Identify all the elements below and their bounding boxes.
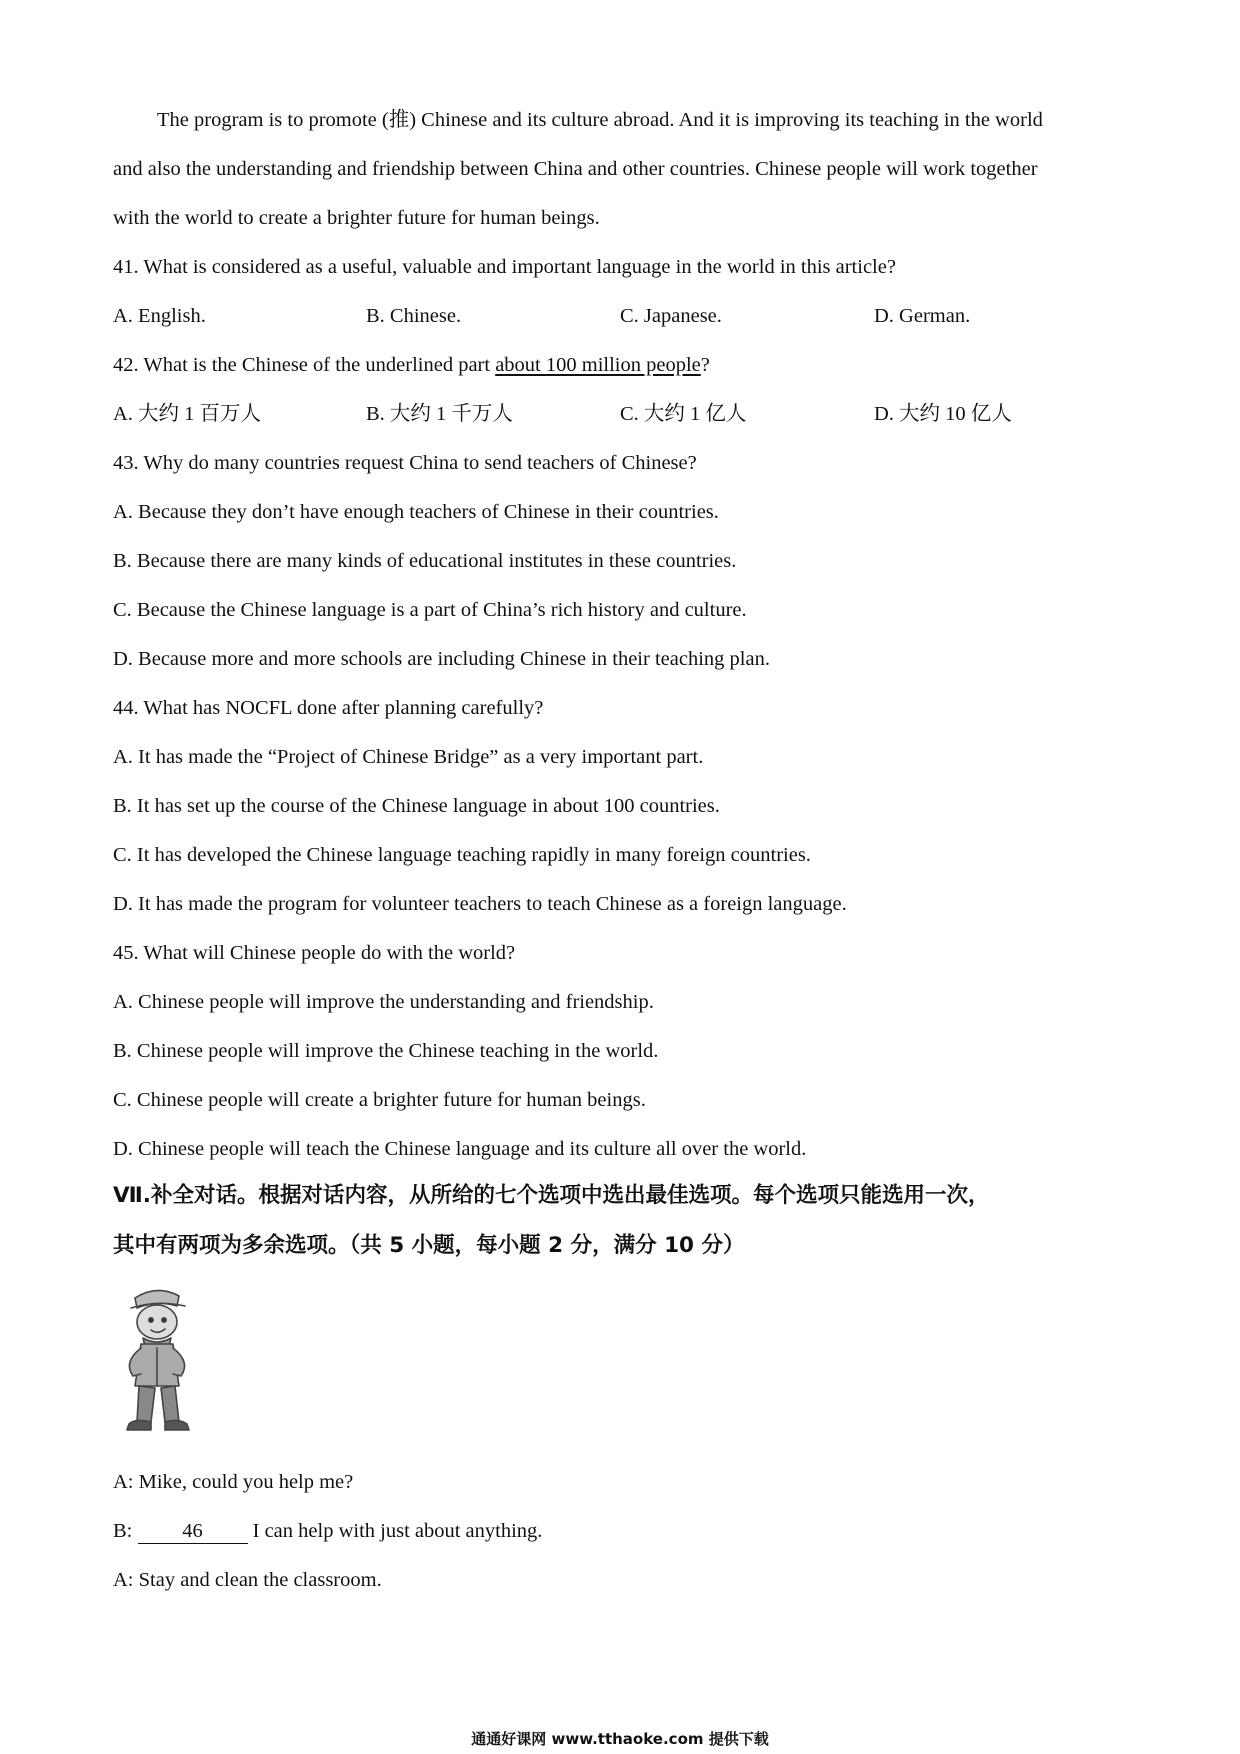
q44-option-d: D. It has made the program for volunteer teachers to teach Chinese as a foreign language. bbox=[113, 893, 847, 915]
q44-option-a: A. It has made the “Project of Chinese Bridge” as a very important part. bbox=[113, 746, 704, 768]
dialogue-line-a2: A: Stay and clean the classroom. bbox=[113, 1569, 382, 1591]
q45-option-d: D. Chinese people will teach the Chinese language and its culture all over the world. bbox=[113, 1138, 807, 1160]
section-7-heading-line-1: Ⅶ.补全对话。根据对话内容，从所给的七个选项中选出最佳选项。每个选项只能选用一次， bbox=[113, 1183, 990, 1208]
intro-line-3: with the world to create a brighter future for human beings. bbox=[113, 207, 600, 229]
q42-option-d: D. 大约 10 亿人 bbox=[874, 403, 1012, 425]
q42-underlined-part: about 100 million people bbox=[495, 354, 701, 376]
blank-46: 46 bbox=[138, 1519, 248, 1544]
q43-option-c: C. Because the Chinese language is a part of China’s rich history and culture. bbox=[113, 599, 747, 621]
q43-option-d: D. Because more and more schools are including Chinese in their teaching plan. bbox=[113, 648, 770, 670]
q41-option-c: C. Japanese. bbox=[620, 305, 722, 327]
q41-option-d: D. German. bbox=[874, 305, 971, 327]
intro-line-2: and also the understanding and friendship between China and other countries. Chinese people will work together bbox=[113, 158, 1038, 180]
question-42-stem bbox=[113, 351, 710, 379]
dialogue-b1-prefix: B: bbox=[113, 1520, 138, 1542]
dialogue-line-b1 bbox=[113, 1517, 542, 1545]
q43-option-b: B. Because there are many kinds of educational institutes in these countries. bbox=[113, 550, 737, 572]
question-41-stem: 41. What is considered as a useful, valuable and important language in the world in this article? bbox=[113, 256, 896, 278]
dialogue-line-a1: A: Mike, could you help me? bbox=[113, 1471, 354, 1493]
question-43-stem: 43. Why do many countries request China to send teachers of Chinese? bbox=[113, 452, 697, 474]
cartoon-boy-illustration bbox=[113, 1282, 205, 1442]
dialogue-b1-suffix: I can help with just about anything. bbox=[247, 1520, 543, 1542]
q45-option-a: A. Chinese people will improve the understanding and friendship. bbox=[113, 991, 654, 1013]
q45-option-b: B. Chinese people will improve the Chinese teaching in the world. bbox=[113, 1040, 659, 1062]
q45-option-c: C. Chinese people will create a brighter future for human beings. bbox=[113, 1089, 646, 1111]
intro-line-1: The program is to promote (推) Chinese and its culture abroad. And it is improving its teaching in the world bbox=[157, 109, 1043, 131]
footer-watermark: 通通好课网 www.tthaoke.com 提供下载 bbox=[471, 1730, 769, 1748]
q43-option-a: A. Because they don’t have enough teachers of Chinese in their countries. bbox=[113, 501, 719, 523]
question-44-stem: 44. What has NOCFL done after planning carefully? bbox=[113, 697, 544, 719]
section-7-heading-line-2: 其中有两项为多余选项。（共 5 小题，每小题 2 分，满分 10 分） bbox=[113, 1233, 745, 1258]
q42-option-c: C. 大约 1 亿人 bbox=[620, 403, 747, 425]
q44-option-b: B. It has set up the course of the Chinese language in about 100 countries. bbox=[113, 795, 720, 817]
q42-option-b: B. 大约 1 千万人 bbox=[366, 403, 513, 425]
q41-option-a: A. English. bbox=[113, 305, 206, 327]
q42-option-a: A. 大约 1 百万人 bbox=[113, 403, 262, 425]
question-45-stem: 45. What will Chinese people do with the world? bbox=[113, 942, 516, 964]
q42-stem-before: 42. What is the Chinese of the underlined part bbox=[113, 354, 496, 376]
q41-option-b: B. Chinese. bbox=[366, 305, 462, 327]
q42-stem-after: ? bbox=[700, 354, 710, 376]
q44-option-c: C. It has developed the Chinese language teaching rapidly in many foreign countries. bbox=[113, 844, 811, 866]
